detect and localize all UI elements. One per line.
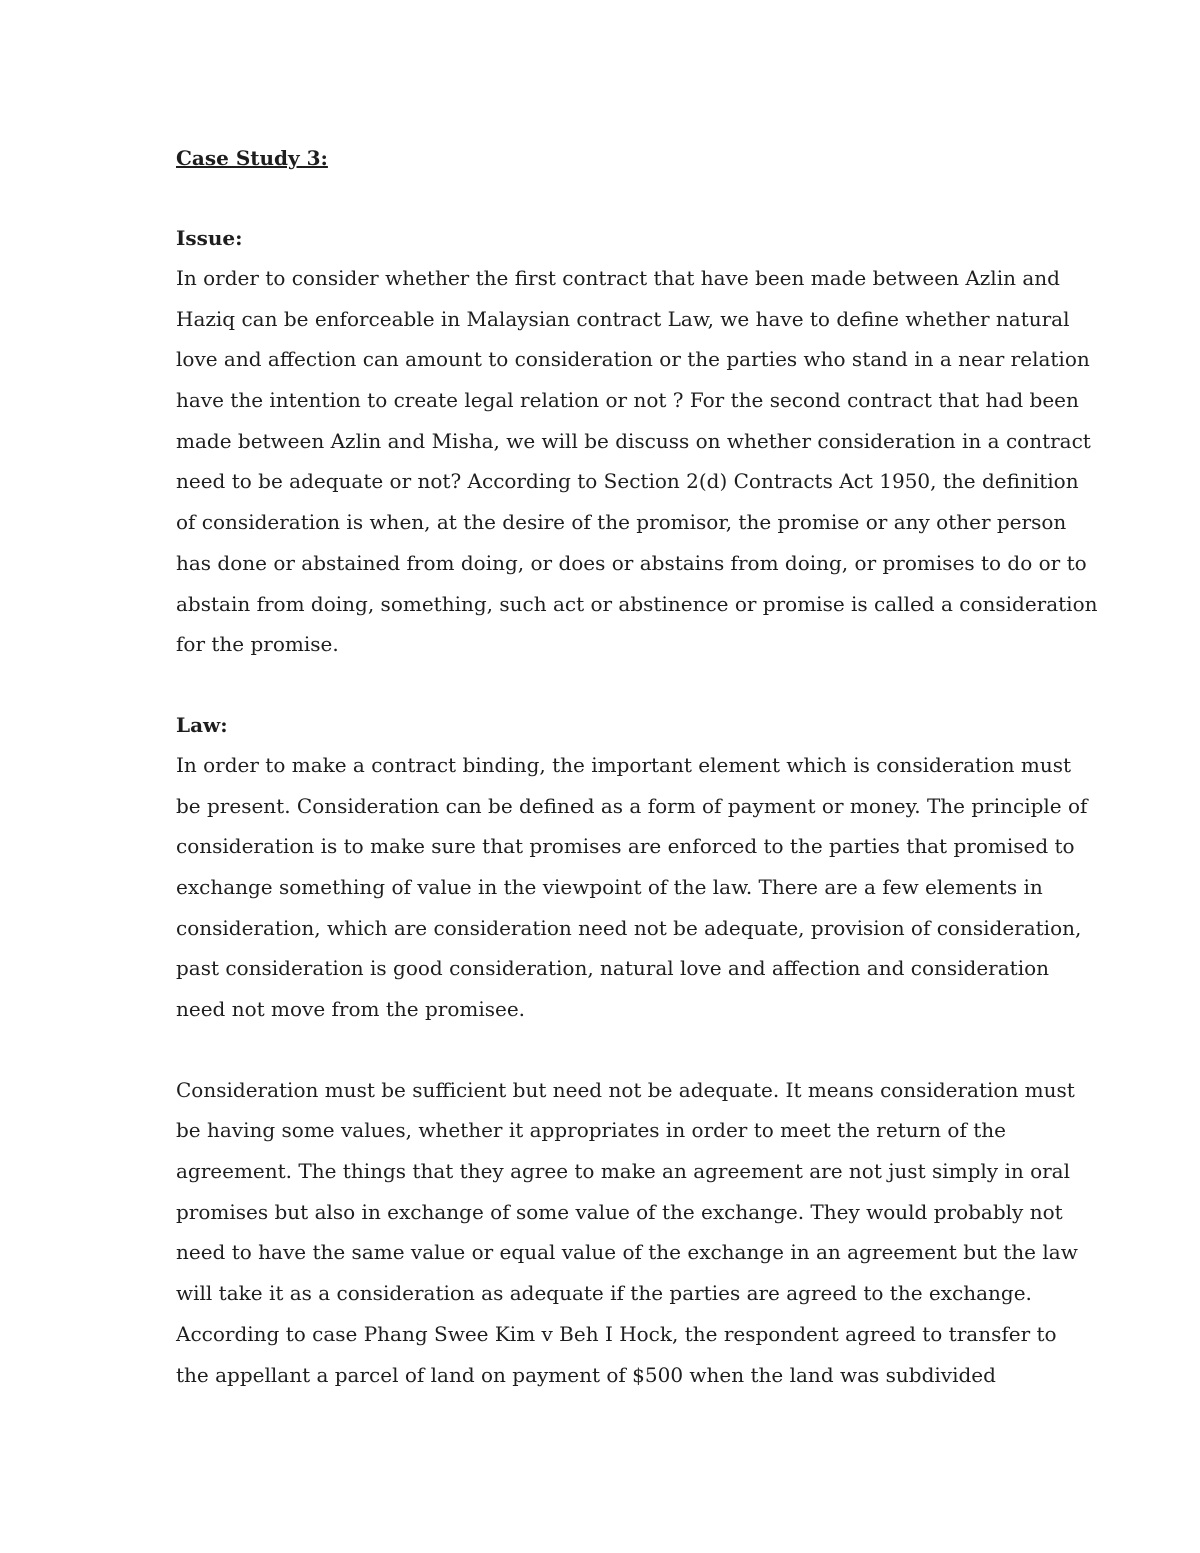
law-line: In order to make a contract binding, the important element which is consideration must [176, 752, 1072, 777]
issue-line: love and affection can amount to consideration or the parties who stand in a near relation [176, 347, 1090, 372]
spacer [176, 178, 1036, 218]
issue-line: need to be adequate or not? According to Section 2(d) Contracts Act 1950, the definition [176, 469, 1079, 494]
law-line: be present. Consideration can be defined as a form of payment or money. The principle of [176, 793, 1088, 818]
law-heading: Law: [176, 712, 228, 737]
law-line: consideration, which are consideration need not be adequate, provision of consideration, [176, 915, 1082, 940]
issue-line: Haziq can be enforceable in Malaysian contract Law, we have to define whether natural [176, 306, 1070, 331]
issue-line: of consideration is when, at the desire of the promisor, the promise or any other person [176, 510, 1067, 535]
law-line: exchange something of value in the viewpoint of the law. There are a few elements in [176, 874, 1043, 899]
adequacy-line: promises but also in exchange of some value of the exchange. They would probably not [176, 1199, 1063, 1224]
document-title: Case Study 3: [176, 146, 328, 170]
law-paragraph [176, 745, 1088, 1030]
issue-line: have the intention to create legal relation or not ? For the second contract that had been [176, 388, 1079, 413]
adequacy-line: be having some values, whether it appropriates in order to meet the return of the [176, 1118, 1006, 1143]
adequacy-line: Consideration must be sufficient but need not be adequate. It means consideration must [176, 1077, 1075, 1102]
adequacy-line: need to have the same value or equal value of the exchange in an agreement but the law [176, 1240, 1078, 1265]
adequacy-line: agreement. The things that they agree to make an agreement are not just simply in oral [176, 1159, 1070, 1184]
issue-heading: Issue: [176, 226, 243, 250]
law-line: consideration is to make sure that promises are enforced to the parties that promised to [176, 834, 1075, 859]
spacer [176, 1030, 1036, 1070]
spacer [176, 665, 1036, 705]
document-body [176, 138, 1098, 1395]
issue-line: made between Azlin and Misha, we will be discuss on whether consideration in a contract [176, 428, 1091, 453]
issue-line: has done or abstained from doing, or does or abstains from doing, or promises to do or to [176, 550, 1087, 575]
adequacy-paragraph [176, 1070, 1078, 1396]
law-line: past consideration is good consideration, natural love and affection and consideration [176, 956, 1050, 981]
issue-line: In order to consider whether the first contract that have been made between Azlin and [176, 266, 1060, 290]
adequacy-line: will take it as a consideration as adequate if the parties are agreed to the exchange. [176, 1281, 1032, 1306]
adequacy-line: the appellant a parcel of land on payment of $500 when the land was subdivided [176, 1362, 996, 1387]
issue-line: abstain from doing, something, such act or abstinence or promise is called a consideration [176, 591, 1098, 616]
adequacy-line: According to case Phang Swee Kim v Beh I Hock, the respondent agreed to transfer to [176, 1321, 1057, 1346]
issue-line: for the promise. [176, 632, 339, 657]
issue-paragraph [176, 258, 1098, 665]
law-line: need not move from the promisee. [176, 997, 526, 1021]
